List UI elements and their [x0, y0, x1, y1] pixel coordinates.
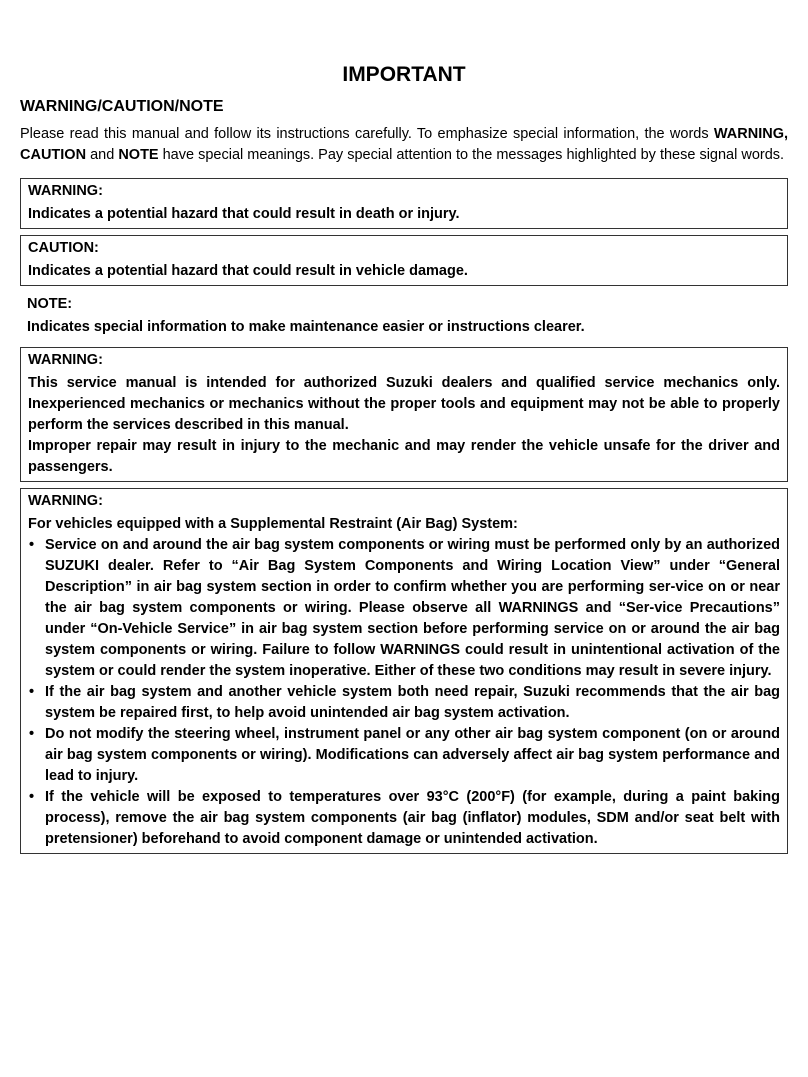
intro-text-2: and [86, 147, 119, 163]
air-bag-warning-list [28, 535, 780, 850]
bullet-icon: • [29, 537, 35, 553]
caution-label: CAUTION: [28, 240, 99, 256]
intro-paragraph [20, 124, 788, 166]
section-heading: WARNING/CAUTION/NOTE [20, 98, 224, 115]
page-title: IMPORTANT [342, 63, 466, 86]
intro-text-3: have special meanings. Pay special attention to the messages highlighted by these signal words. [158, 147, 785, 163]
list-item-text: Service on and around the air bag system components or wiring must be performed only by an authorized SUZUKI dealer. Refer to “Air Bag System Components and Wiring Location View” under “General Description” in air bag system section in order to confirm whether you are performing ser-vice on or near the air bag system components or wiring. Please observe all WARNINGS and “Ser-vice Precautions” under “On-Vehicle Service” in air bag system section before performing service on or around the air bag system components or wiring. Failure to follow WARNINGS could result in unintentional activation of the system or could render the system inoperative. Either of these two conditions may result in severe injury. [45, 537, 780, 679]
note-label: NOTE: [27, 296, 73, 312]
intro-bold-2: NOTE [118, 147, 159, 163]
warning-definition-text: Indicates a potential hazard that could result in death or injury. [28, 206, 460, 222]
bullet-icon: • [29, 789, 35, 805]
list-item-text: If the vehicle will be exposed to temperatures over 93°C (200°F) (for example, during a paint baking process), remove the air bag system components (air bag (inflator) modules, SDM and/or seat belt with pretensioner) beforehand to avoid component damage or unintended activation. [45, 789, 780, 847]
list-item [28, 535, 780, 682]
intro-bold-1: WARNING, CAUTION [20, 126, 788, 163]
service-manual-warning-text: This service manual is intended for authorized Suzuki dealers and qualified service mechanics only. Inexperienced mechanics or mechanics without the proper tools and equipment may not be able to properly perform the services described in this manual. [28, 375, 780, 433]
note-definition-block [20, 292, 788, 341]
warning-label: WARNING: [28, 493, 103, 509]
note-definition-text: Indicates special information to make maintenance easier or instructions clearer. [27, 319, 585, 335]
air-bag-warning-lead: For vehicles equipped with a Supplemental Restraint (Air Bag) System: [28, 516, 518, 532]
intro-text-1: Please read this manual and follow its instructions carefully. To emphasize special information, the words [20, 126, 714, 142]
bullet-icon: • [29, 684, 35, 700]
bullet-icon: • [29, 726, 35, 742]
list-item-text: If the air bag system and another vehicle system both need repair, Suzuki recommends that the air bag system be repaired first, to help avoid unintended air bag system activation. [45, 684, 780, 721]
list-item [28, 724, 780, 787]
list-item-text: Do not modify the steering wheel, instrument panel or any other air bag system component (on or around air bag system components or wiring). Modifications can adversely affect air bag system performance and lead to injury. [45, 726, 780, 784]
air-bag-warning-box [20, 488, 788, 854]
service-manual-warning-box [20, 347, 788, 482]
warning-label: WARNING: [28, 352, 103, 368]
warning-label: WARNING: [28, 183, 103, 199]
improper-repair-warning-text: Improper repair may result in injury to the mechanic and may render the vehicle unsafe for the driver and passengers. [28, 438, 780, 475]
caution-definition-box [20, 235, 788, 286]
list-item [28, 682, 780, 724]
list-item [28, 787, 780, 850]
warning-definition-box [20, 178, 788, 229]
caution-definition-text: Indicates a potential hazard that could result in vehicle damage. [28, 263, 468, 279]
